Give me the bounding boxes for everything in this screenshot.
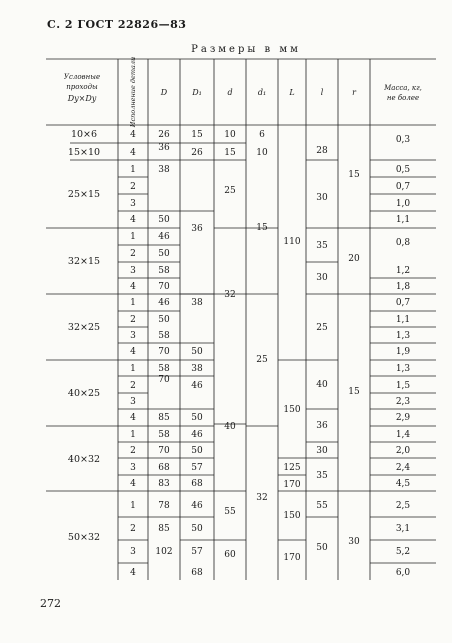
D1-value: 26: [191, 148, 203, 158]
part-execution: 2: [130, 446, 136, 456]
d1-value: 25: [256, 355, 268, 365]
mass-value: 4,5: [395, 479, 411, 489]
L-value: 110: [283, 237, 301, 247]
mass-value: 6,0: [395, 568, 411, 578]
mass-value: 5,2: [395, 547, 411, 557]
d-value: 40: [224, 422, 236, 432]
D-value: 58: [158, 430, 170, 440]
l-value: 55: [316, 501, 328, 511]
D-value: 78: [158, 501, 170, 511]
mass-value: 0,5: [395, 165, 411, 175]
l-value: 50: [316, 543, 328, 553]
d-value: 55: [224, 507, 236, 517]
D1-value: 50: [191, 347, 203, 357]
part-execution: 4: [130, 568, 136, 578]
col-D: D: [160, 88, 168, 97]
d-value: 60: [224, 550, 236, 560]
l-value: 30: [316, 446, 328, 456]
part-execution: 4: [130, 130, 136, 140]
part-execution: 1: [130, 501, 136, 511]
mass-value: 1,8: [395, 282, 411, 292]
D1-value: 57: [191, 547, 203, 557]
units-caption: Размеры в мм: [191, 44, 301, 55]
D-value: 36: [158, 143, 170, 153]
part-execution: 2: [130, 249, 136, 259]
mass-value: 1,3: [395, 331, 411, 341]
col-D1: D₁: [192, 88, 202, 97]
l-value: 40: [316, 380, 328, 390]
d-value: 25: [224, 186, 236, 196]
r-value: 15: [348, 170, 360, 180]
part-execution: 1: [130, 364, 136, 374]
D-value: 83: [158, 479, 170, 489]
col-passage-line3: Dy×Dy: [67, 94, 97, 103]
document-header: С. 2 ГОСТ 22826—83: [47, 18, 187, 31]
D-value: 70: [158, 347, 170, 357]
dn-group: 32×25: [67, 322, 101, 333]
D1-value: 38: [191, 364, 203, 374]
dn-group: 32×15: [67, 256, 101, 267]
part-execution: 2: [130, 524, 136, 534]
part-execution: 2: [130, 315, 136, 325]
l-value: 28: [316, 146, 328, 156]
D1-merged: 36: [191, 224, 203, 234]
r-value: 20: [348, 254, 360, 264]
mass-value: 2,3: [395, 397, 411, 407]
part-execution: 4: [130, 479, 136, 489]
part-execution: 2: [130, 182, 136, 192]
dn-group: 50×32: [67, 532, 101, 543]
D-value: 70: [158, 282, 170, 292]
d1-value: 10: [256, 148, 268, 158]
mass-value: 1,2: [395, 266, 411, 276]
part-execution: 2: [130, 381, 136, 391]
part-execution: 3: [130, 463, 136, 473]
D-value: 50: [158, 249, 170, 259]
col-mass-line2: не более: [386, 94, 420, 102]
d-value: 15: [224, 148, 236, 158]
part-execution: 4: [130, 413, 136, 423]
mass-merged: 0,8: [395, 238, 411, 248]
D-value: 50: [158, 315, 170, 325]
d1-value: 15: [256, 223, 268, 233]
l-value: 36: [316, 421, 328, 431]
col-d: d: [227, 88, 233, 97]
D-value: 85: [158, 413, 170, 423]
D1-value: 46: [191, 430, 203, 440]
L-value: 150: [283, 511, 301, 521]
D-value: 46: [158, 232, 170, 242]
l-value: 30: [316, 273, 328, 283]
d-value: 32: [224, 290, 236, 300]
D1-value: 46: [191, 381, 203, 391]
r-value: 30: [348, 537, 360, 547]
part-execution: 3: [130, 266, 136, 276]
mass-value: 0,7: [395, 182, 411, 192]
D-value: 85: [158, 524, 170, 534]
part-execution: 4: [130, 148, 136, 158]
mass-value: 2,4: [395, 463, 411, 473]
d-value: 10: [224, 130, 236, 140]
D-value: 26: [158, 130, 170, 140]
table-body: [130, 130, 410, 578]
col-L: L: [289, 88, 295, 97]
col-r: r: [352, 88, 356, 97]
part-execution: 1: [130, 298, 136, 308]
D-value: 50: [158, 215, 170, 225]
part-execution: 1: [130, 165, 136, 175]
D-value: 70: [158, 375, 170, 385]
part-execution: 1: [130, 232, 136, 242]
mass-value: 1,1: [395, 315, 411, 325]
D1-value: 38: [191, 298, 203, 308]
l-value: 35: [316, 471, 328, 481]
D1-value: 50: [191, 413, 203, 423]
dn-group: 40×25: [67, 388, 101, 399]
dn-group: 25×15: [67, 189, 101, 200]
D-value: 70: [158, 446, 170, 456]
D-value: 58: [158, 266, 170, 276]
D1-value: 57: [191, 463, 203, 473]
part-execution: 4: [130, 215, 136, 225]
dn-group: 15×10: [67, 147, 101, 158]
mass-value: 1,4: [395, 430, 411, 440]
col-d1: d₁: [257, 88, 267, 97]
table-grid: [46, 56, 436, 580]
dn-group: 10×6: [70, 129, 98, 140]
D1-value: 68: [191, 479, 203, 489]
L-value: 170: [283, 480, 301, 490]
D1-value: 46: [191, 501, 203, 511]
col-mass-line1: Масса, кг,: [384, 84, 422, 92]
mass-value: 1,3: [395, 364, 411, 374]
D-value: 68: [158, 463, 170, 473]
D-value: 46: [158, 298, 170, 308]
mass-value: 0,7: [395, 298, 411, 308]
col-part: Исполнение детали: [129, 56, 137, 128]
D1-value: 50: [191, 524, 203, 534]
mass-value: 3,1: [395, 524, 411, 534]
D-value: 58: [158, 364, 170, 374]
mass-merged: 0,3: [395, 135, 411, 145]
part-execution: 4: [130, 282, 136, 292]
mass-value: 1,1: [395, 215, 411, 225]
d1-value: 6: [259, 130, 265, 140]
mass-value: 2,9: [395, 413, 411, 423]
dn-group: 40×32: [67, 454, 101, 465]
D-value: 58: [158, 331, 170, 341]
L-value: 125: [283, 463, 301, 473]
part-execution: 3: [130, 397, 136, 407]
part-execution: 3: [130, 199, 136, 209]
l-value: 25: [316, 323, 328, 333]
L-value: 170: [283, 553, 301, 563]
L-value: 150: [283, 405, 301, 415]
D1-value: 68: [191, 568, 203, 578]
col-passage-line2: проходы: [66, 83, 98, 91]
l-value: 35: [316, 241, 328, 251]
col-l: l: [320, 88, 324, 97]
l-value: 30: [316, 193, 328, 203]
d1-value: 32: [256, 493, 268, 503]
D-value: 38: [158, 165, 170, 175]
part-execution: 4: [130, 347, 136, 357]
part-execution: 1: [130, 430, 136, 440]
mass-value: 1,5: [395, 381, 411, 391]
r-value: 15: [348, 387, 360, 397]
part-execution: 3: [130, 331, 136, 341]
mass-value: 2,0: [395, 446, 411, 456]
mass-value: 1,9: [395, 347, 411, 357]
D-value: 102: [155, 547, 173, 557]
D1-value: 50: [191, 446, 203, 456]
col-passage-line1: Условные: [63, 73, 101, 81]
part-execution: 3: [130, 547, 136, 557]
mass-value: 1,0: [395, 199, 411, 209]
D1-value: 15: [191, 130, 203, 140]
mass-value: 2,5: [395, 501, 411, 511]
page-number: 272: [40, 597, 61, 610]
